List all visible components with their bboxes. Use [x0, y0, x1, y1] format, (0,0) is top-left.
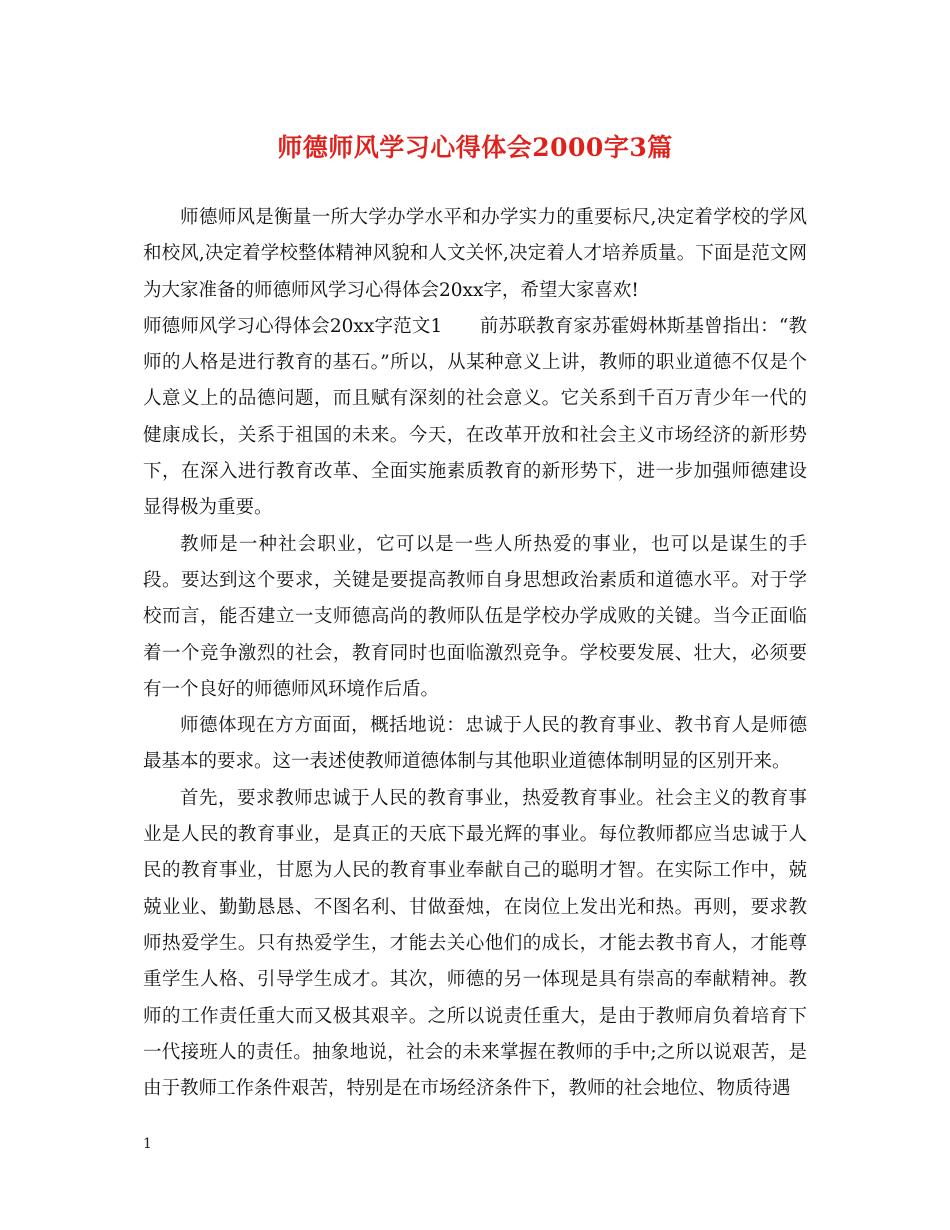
document-title: 师德师风学习心得体会2000字3篇: [277, 133, 673, 162]
paragraph-first-requirement: 首先，要求教师忠诚于人民的教育事业，热爱教育事业。社会主义的教育事业是人民的教育事业，是真正的天底下最光辉的事业。每位教师都应当忠诚于人民的教育事业，甘愿为人民的教育事业奉献自己的聪明才智。在实际工作中，兢兢业业、勤勤恳恳、不图名利、甘做蚕烛，在岗位上发出光和热。再则，要求教师热爱学生。只有热爱学生，才能去关心他们的成长，才能去教书育人，才能尊重学生人格、引导学生成才。其次，师德的另一体现是具有崇高的奉献精神。教师的工作责任重大而又极其艰辛。之所以说责任重大，是由于教师肩负着培育下一代接班人的责任。抽象地说，社会的未来掌握在教师的手中;之所以说艰苦，是由于教师工作条件艰苦，特别是在市场经济条件下，教师的社会地位、物质待遇: [143, 787, 807, 1100]
paragraph-intro: 师德师风是衡量一所大学办学水平和办学实力的重要标尺,决定着学校的学风和校风,决定着学校整体精神风貌和人文关怀,决定着人才培养质量。下面是范文网为大家准备的师德师风学习心得体会20xx字，希望大家喜欢!: [143, 207, 807, 301]
paragraph-ethics-summary: 师德体现在方方面面，概括地说：忠诚于人民的教育事业、教书育人是师德最基本的要求。这一表述使教师道德体制与其他职业道德体制明显的区别开来。: [143, 715, 807, 773]
page-number: 1: [143, 1136, 152, 1152]
paragraph-essay-1-opening: 师德师风学习心得体会20xx字范文1 前苏联教育家苏霍姆林斯基曾指出：“教师的人格是进行教育的基石。”所以，从某种意义上讲，教师的职业道德不仅是个人意义上的品德问题，而且赋有深刻的社会意义。它关系到千百万青少年一代的健康成长，关系于祖国的未来。今天，在改革开放和社会主义市场经济的新形势下，在深入进行教育改革、全面实施素质教育的新形势下，进一步加强师德建设显得极为重要。: [143, 315, 807, 519]
paragraph-teacher-profession: 教师是一种社会职业，它可以是一些人所热爱的事业，也可以是谋生的手段。要达到这个要求，关键是要提高教师自身思想政治素质和道德水平。对于学校而言，能否建立一支师德高尚的教师队伍是学校办学成败的关键。当今正面临着一个竞争激烈的社会，教育同时也面临激烈竞争。学校要发展、壮大，必须要有一个良好的师德师风环境作后盾。: [143, 533, 807, 700]
document-body: [143, 200, 807, 1107]
